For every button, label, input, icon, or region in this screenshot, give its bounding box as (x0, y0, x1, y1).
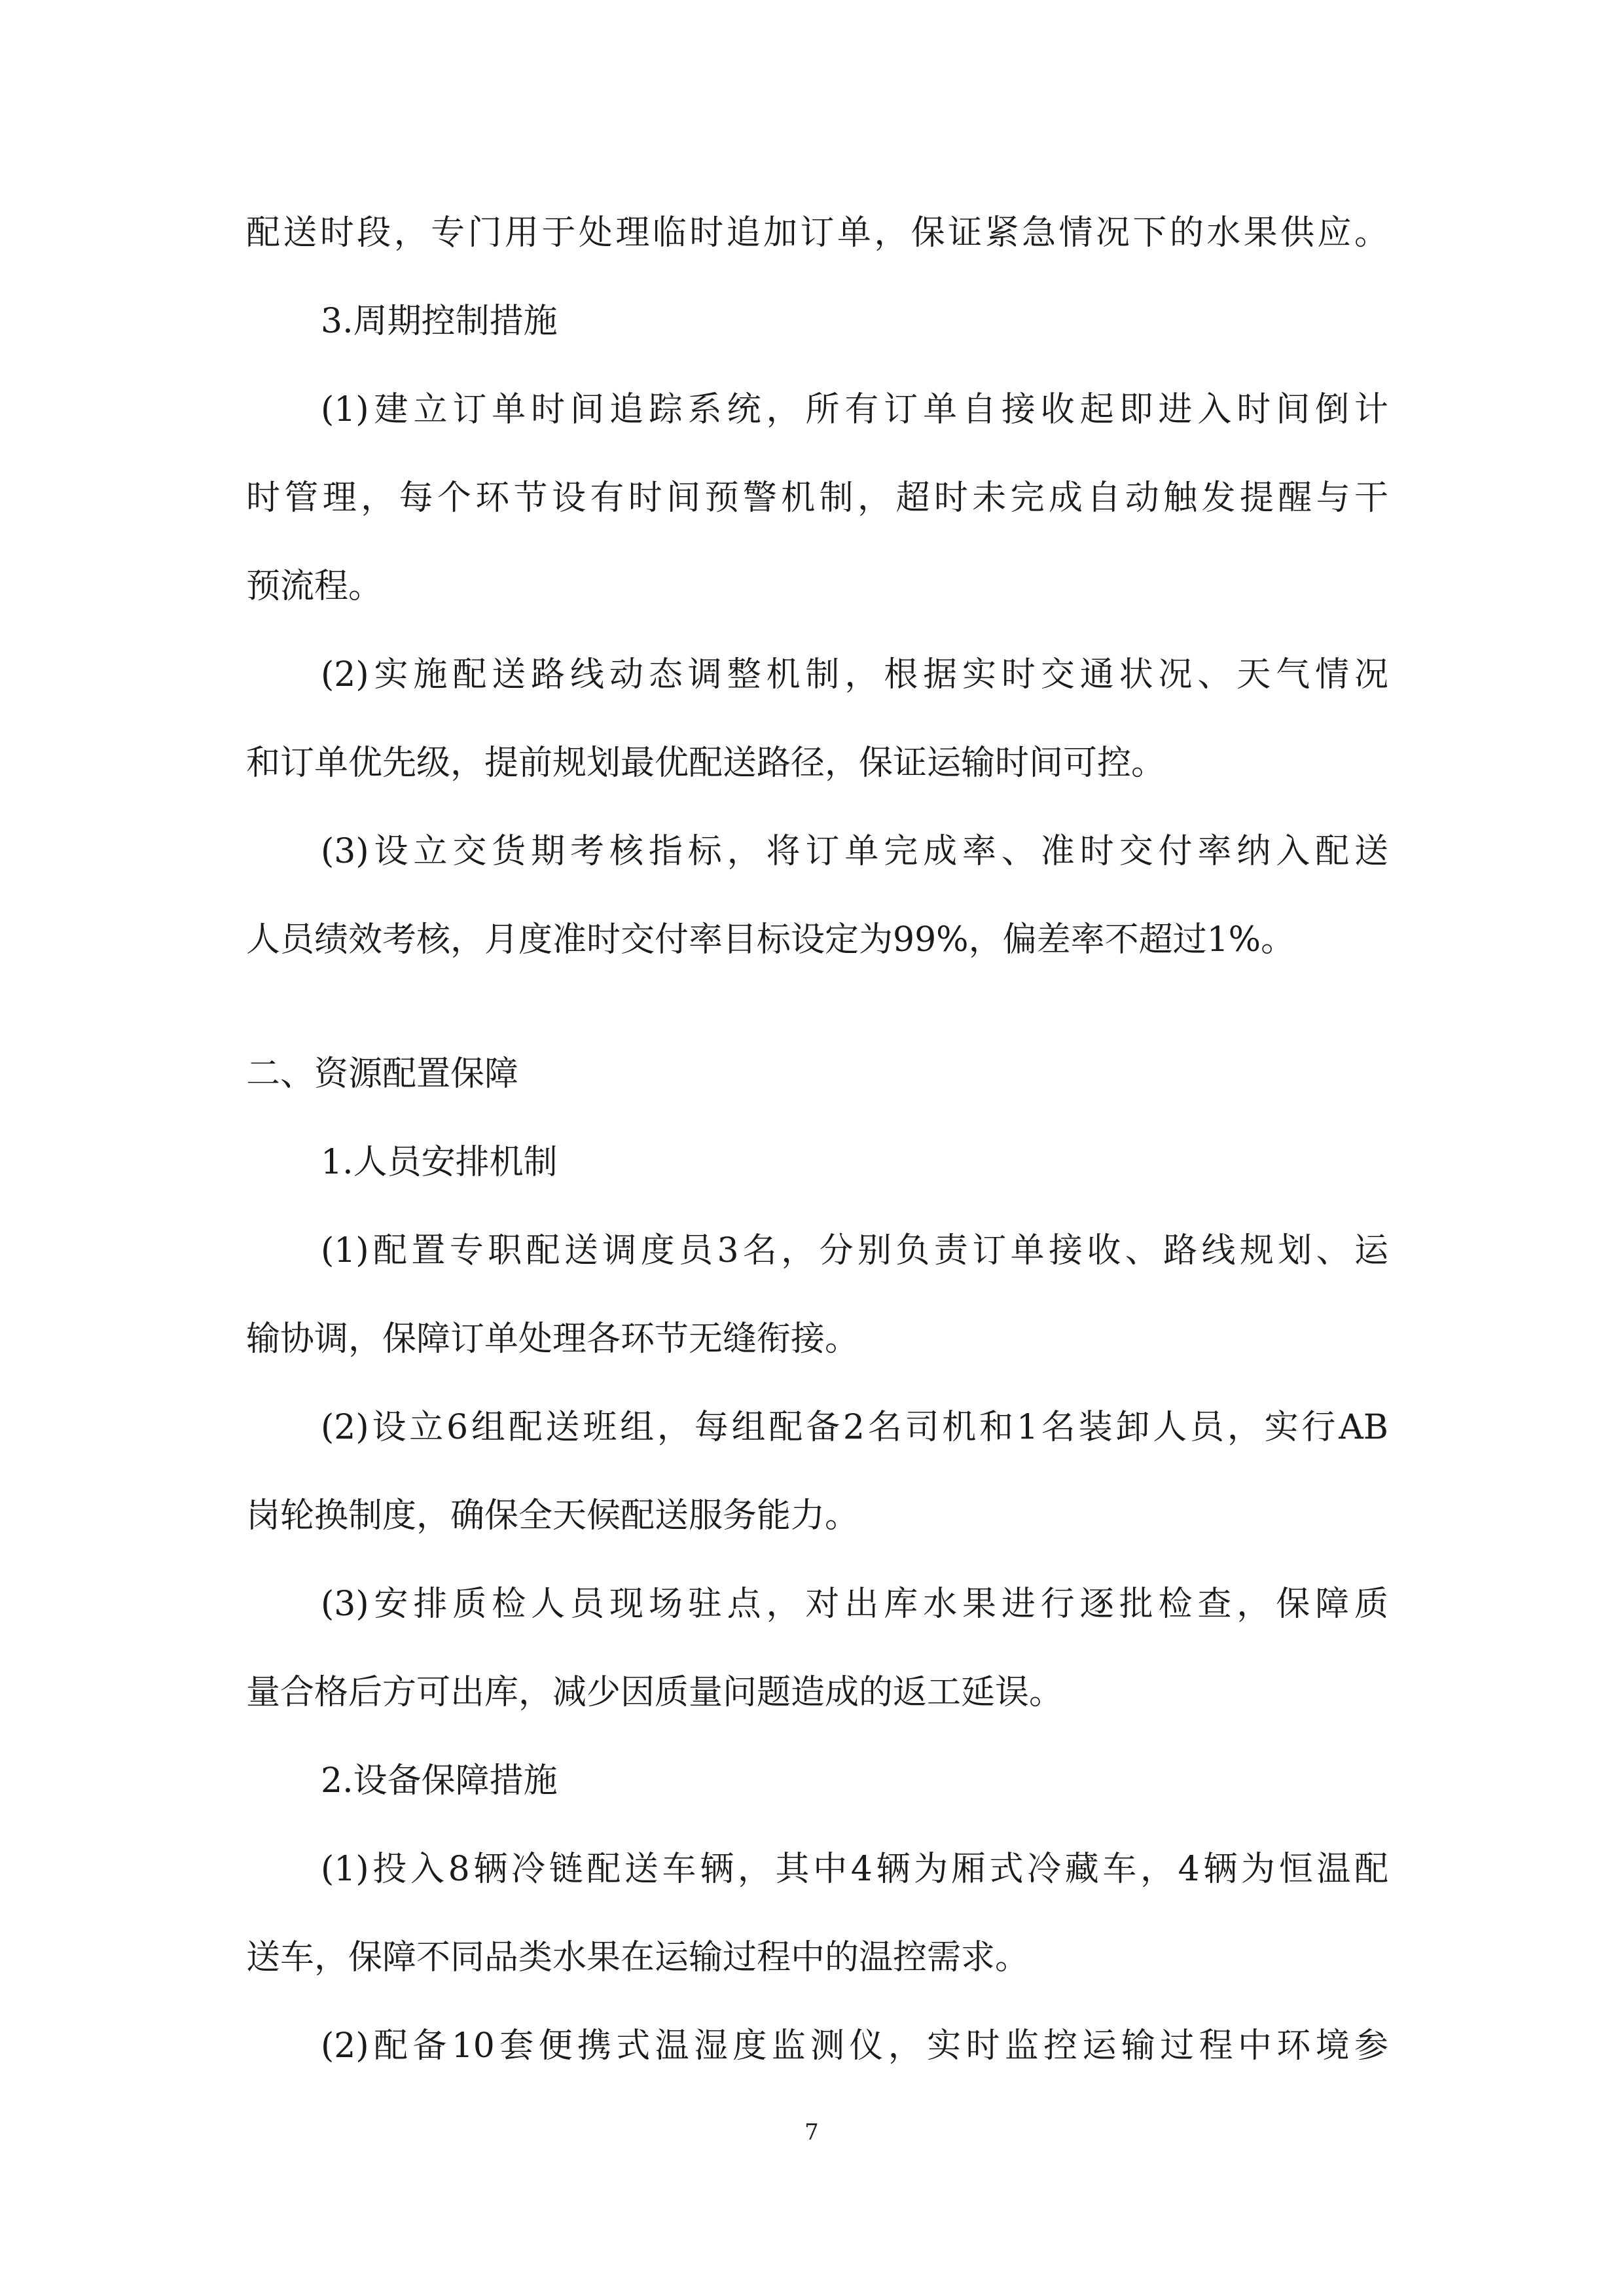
paragraph-line: 配送时段，专门用于处理临时追加订单，保证紧急情况下的水果供应。 (246, 213, 1388, 253)
paragraph-line: 岗轮换制度，确保全天候配送服务能力。 (246, 1496, 859, 1535)
paragraph-line: 输协调，保障订单处理各环节无缝衔接。 (246, 1319, 859, 1359)
subsection-heading: 1.人员安排机制 (321, 1143, 558, 1182)
paragraph-line: 量合格后方可出库，减少因质量问题造成的返工延误。 (246, 1673, 1064, 1712)
paragraph-line: (2)配备10套便携式温湿度监测仪，实时监控运输过程中环境参 (321, 2026, 1388, 2066)
paragraph-line: (3)设立交货期考核指标，将订单完成率、准时交付率纳入配送 (321, 832, 1388, 871)
paragraph-line: 人员绩效考核，月度准时交付率目标设定为99%，偏差率不超过1%。 (246, 920, 1295, 960)
paragraph-line: (2)实施配送路线动态调整机制，根据实时交通状况、天气情况 (321, 655, 1388, 694)
paragraph-line: (1)投入8辆冷链配送车辆，其中4辆为厢式冷藏车，4辆为恒温配 (321, 1850, 1388, 1889)
paragraph-line: 时管理，每个环节设有时间预警机制，超时未完成自动触发提醒与干 (246, 478, 1388, 518)
paragraph-line: (1)建立订单时间追踪系统，所有订单自接收起即进入时间倒计 (321, 390, 1388, 429)
paragraph-line: 预流程。 (246, 567, 383, 606)
subsection-heading: 3.周期控制措施 (321, 302, 558, 341)
paragraph-line: (2)设立6组配送班组，每组配备2名司机和1名装卸人员，实行AB (321, 1408, 1388, 1447)
paragraph-line: (1)配置专职配送调度员3名，分别负责订单接收、路线规划、运 (321, 1231, 1388, 1270)
paragraph-line: (3)安排质检人员现场驻点，对出库水果进行逐批检查，保障质 (321, 1585, 1388, 1624)
subsection-heading: 2.设备保障措施 (321, 1761, 558, 1801)
paragraph-line: 送车，保障不同品类水果在运输过程中的温控需求。 (246, 1938, 1030, 1977)
paragraph-line: 和订单优先级，提前规划最优配送路径，保证运输时间可控。 (246, 744, 1166, 783)
section-heading: 二、资源配置保障 (246, 1054, 519, 1094)
page-number: 7 (804, 2119, 819, 2145)
